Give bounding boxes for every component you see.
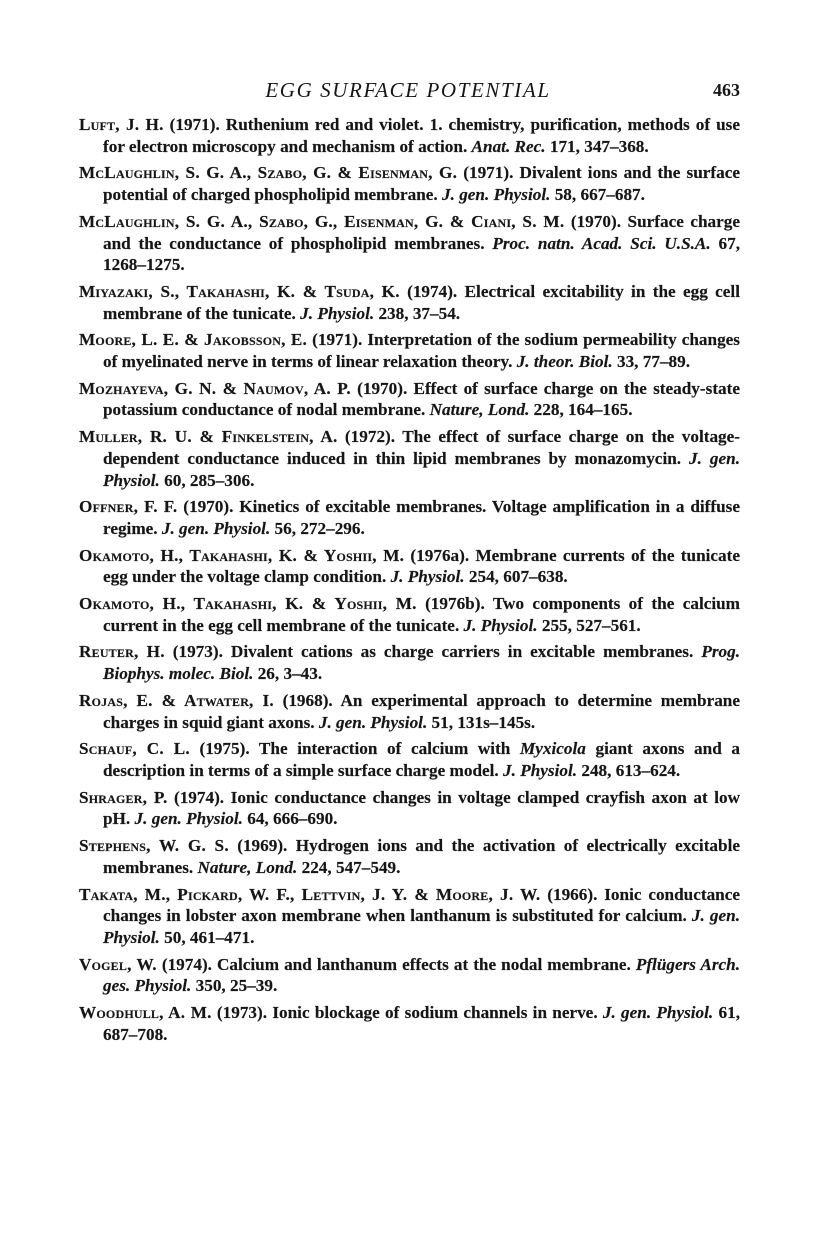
reference-text: (1970). Effect of surface charge on the steady-state potassium conductance of nodal membrane. xyxy=(103,378,740,420)
reference-pages: , 347–368. xyxy=(575,136,649,156)
reference-journal: J. theor. Biol. xyxy=(516,352,613,372)
reference-volume: 224 xyxy=(301,857,328,877)
reference-volume: 248 xyxy=(581,760,608,780)
reference-entry xyxy=(79,954,740,997)
reference-text: (1969). Hydrogen ions and the activation of electrically excitable membranes. xyxy=(103,836,740,877)
reference-volume: 26 xyxy=(257,664,275,684)
reference-authors: Okamoto, H., Takahashi, K. & Yoshii, M. xyxy=(79,594,417,614)
reference-pages: , 77–89. xyxy=(634,352,691,372)
reference-entry xyxy=(79,545,740,588)
running-title: EGG SURFACE POTENTIAL xyxy=(265,78,551,102)
reference-authors: McLaughlin, S. G. A., Szabo, G., Eisenman, G. & Ciani, S. M. xyxy=(79,211,565,231)
reference-text: (1970). Kinetics of excitable membranes. Voltage amplification in a diffuse regime. xyxy=(103,497,741,538)
reference-journal: Nature, Lond. xyxy=(197,857,298,877)
reference-entry xyxy=(79,281,740,324)
reference-text: (1971). Interpretation of the sodium permeability changes of myelinated nerve in terms of linear relaxation theory. xyxy=(103,330,740,372)
reference-volume: 56 xyxy=(274,518,292,538)
reference-text: (1972). The effect of surface charge on the voltage-dependent conductance induced in thin lipid membranes by monazomycin. xyxy=(103,427,740,468)
reference-journal: J. gen. Physiol. xyxy=(103,448,740,490)
reference-authors: Woodhull, A. M. xyxy=(79,1003,212,1023)
reference-pages: , 613–624. xyxy=(607,760,681,780)
reference-text-continued: giant axons and a description in terms of a simple surface charge model. xyxy=(103,739,740,780)
reference-entry xyxy=(79,378,740,421)
reference-entry xyxy=(79,496,740,539)
reference-authors: Reuter, H. xyxy=(79,642,165,662)
reference-text: (1971). Divalent ions and the surface potential of charged phospholipid membrane. xyxy=(103,163,740,205)
reference-authors: Luft, J. H. xyxy=(79,115,164,134)
reference-entry xyxy=(79,329,740,372)
reference-volume: 58 xyxy=(554,185,572,205)
reference-authors: Offner, F. F. xyxy=(79,497,178,517)
reference-authors: Moore, L. E. & Jakobsson, E. xyxy=(79,330,308,350)
reference-pages: , 25–39. xyxy=(221,976,278,996)
reference-authors: Muller, R. U. & Finkelstein, A. xyxy=(79,427,338,447)
reference-journal: J. gen. Physiol. xyxy=(134,809,243,829)
reference-pages: , 131s–145s. xyxy=(448,712,536,732)
reference-journal: J. gen. Physiol. xyxy=(602,1003,714,1023)
reference-text: (1974). Ionic conductance changes in voltage clamped crayfish axon at low pH. xyxy=(103,787,740,829)
reference-entry xyxy=(79,787,740,830)
reference-authors: Stephens, W. G. S. xyxy=(79,836,229,856)
reference-volume: 60 xyxy=(164,470,182,490)
reference-volume: 171 xyxy=(549,136,576,156)
reference-entry xyxy=(79,593,740,636)
reference-volume: 254 xyxy=(468,567,495,587)
reference-authors: Takata, M., Pickard, W. F., Lettvin, J. Y. & Moore, J. W. xyxy=(79,884,541,904)
reference-text: (1976b). Two components of the calcium current in the egg cell membrane of the tunicate. xyxy=(103,594,740,635)
reference-journal: J. Physiol. xyxy=(300,303,375,323)
reference-journal: Anat. Rec. xyxy=(471,136,546,156)
reference-journal: J. gen. Physiol. xyxy=(161,518,271,538)
running-head xyxy=(76,76,740,104)
reference-pages: , 666–690. xyxy=(264,809,338,829)
reference-entry xyxy=(79,835,740,878)
reference-journal: Prog. Biophys. molec. Biol. xyxy=(103,642,740,684)
reference-journal: J. gen. Physiol. xyxy=(442,185,551,205)
reference-entry xyxy=(79,426,740,491)
reference-volume: 255 xyxy=(541,615,568,635)
reference-text: (1971). Ruthenium red and violet. 1. chemistry, purification, methods of use for electron microscopy and mechanism of action. xyxy=(103,115,740,156)
reference-entry xyxy=(79,884,740,949)
reference-authors: Schauf, C. L. xyxy=(79,739,190,759)
reference-volume: 350 xyxy=(195,976,222,996)
reference-text: (1973). Ionic blockage of sodium channels in nerve. xyxy=(211,1003,603,1023)
reference-pages: , 1268–1275. xyxy=(103,233,741,275)
reference-volume: 228 xyxy=(533,400,560,420)
reference-pages: , 461–471. xyxy=(181,927,255,947)
reference-pages: , 272–296. xyxy=(291,518,365,538)
reference-text: (1974). Electrical excitability in the egg cell membrane of the tunicate. xyxy=(103,281,740,323)
reference-authors: McLaughlin, S. G. A., Szabo, G. & Eisenman, G. xyxy=(79,163,458,183)
reference-pages: , 3–43. xyxy=(274,664,323,684)
reference-pages: , 547–549. xyxy=(327,857,401,877)
reference-authors: Mozhayeva, G. N. & Naumov, A. P. xyxy=(79,378,351,398)
reference-pages: , 607–638. xyxy=(494,567,568,587)
reference-volume: 51 xyxy=(431,712,449,732)
reference-journal: J. Physiol. xyxy=(390,567,465,587)
reference-authors: Rojas, E. & Atwater, I. xyxy=(79,690,274,710)
reference-journal: J. gen. Physiol. xyxy=(318,712,428,732)
reference-entry xyxy=(79,162,740,205)
reference-volume: 50 xyxy=(164,927,182,947)
reference-taxon: Myxicola xyxy=(520,739,586,759)
reference-text: (1976a). Membrane currents of the tunicate egg under the voltage clamp condition. xyxy=(103,545,740,587)
reference-pages: , 667–687. xyxy=(571,185,645,205)
reference-authors: Miyazaki, S., Takahashi, K. & Tsuda, K. xyxy=(79,281,400,301)
reference-list xyxy=(79,114,740,1050)
reference-volume: 67 xyxy=(718,233,736,253)
reference-journal: Pflügers Arch. ges. Physiol. xyxy=(103,954,741,996)
reference-pages: , 527–561. xyxy=(567,615,641,635)
reference-entry xyxy=(79,1002,740,1045)
reference-volume: 64 xyxy=(247,809,265,829)
reference-text: (1975). The interaction of calcium with xyxy=(189,739,520,759)
page-number: 463 xyxy=(713,80,740,100)
reference-entry xyxy=(79,738,740,781)
reference-authors: Vogel, W. xyxy=(79,954,157,974)
reference-volume: 238 xyxy=(378,303,405,323)
reference-text: (1970). Surface charge and the conductance of phospholipid membranes. xyxy=(103,211,740,253)
reference-pages: , 687–708. xyxy=(103,1003,740,1044)
reference-journal: Proc. natn. Acad. Sci. U.S.A. xyxy=(492,233,711,253)
reference-journal: J. Physiol. xyxy=(503,760,578,780)
reference-text: (1974). Calcium and lanthanum effects at the nodal membrane. xyxy=(156,954,636,974)
reference-volume: 61 xyxy=(718,1003,736,1023)
reference-text: (1966). Ionic conductance changes in lobster axon membrane when lanthanum is substituted for calcium. xyxy=(103,884,740,926)
reference-pages: , 164–165. xyxy=(559,400,633,420)
reference-entry xyxy=(79,690,740,733)
reference-authors: Shrager, P. xyxy=(79,787,168,807)
reference-authors: Okamoto, H., Takahashi, K. & Yoshii, M. xyxy=(79,545,405,565)
reference-entry xyxy=(79,114,740,157)
reference-text: (1973). Divalent cations as charge carriers in excitable membranes. xyxy=(164,642,702,662)
reference-journal: J. gen. Physiol. xyxy=(103,906,741,947)
reference-journal: J. Physiol. xyxy=(463,615,538,635)
reference-entry xyxy=(79,641,740,684)
reference-pages: , 37–54. xyxy=(404,303,461,323)
reference-entry xyxy=(79,211,740,276)
reference-text: (1968). An experimental approach to determine membrane charges in squid giant axons. xyxy=(103,690,740,732)
reference-volume: 33 xyxy=(616,352,635,372)
reference-journal: Nature, Lond. xyxy=(429,400,530,420)
reference-pages: , 285–306. xyxy=(181,470,255,490)
